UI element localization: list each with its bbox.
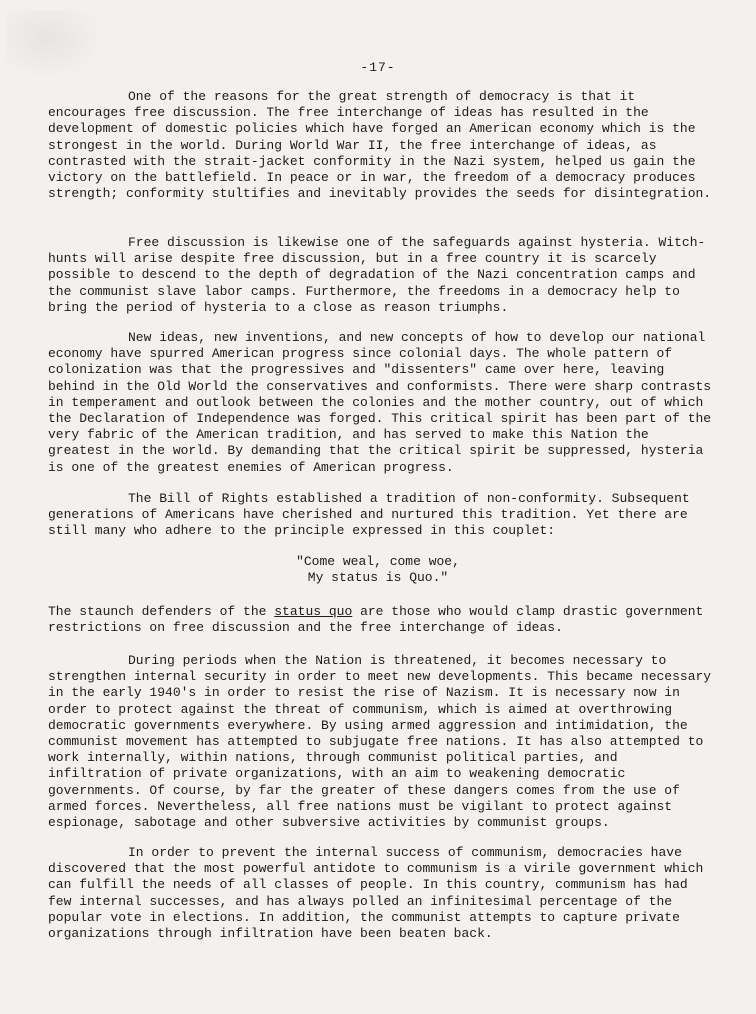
status-quo-text-before: The staunch defenders of the <box>48 604 275 619</box>
page-number: -17- <box>360 60 396 75</box>
paragraph-bill-of-rights: The Bill of Rights established a tradition of non-conformity. Subsequent generations of Americans have cherished and nurtured this tradition. Yet there are still many who adhere to the principle expressed in this couplet: <box>48 491 690 539</box>
paragraph-antidote-communism: In order to prevent the internal success of communism, democracies have discovered that the most powerful antidote to communism is a virile government which can fulfill the needs of all classes of people. In this country, communism has had few internal successes, and has always polled an infinitesimal percentage of the popular vote in elections. In addition, the communist attempts to capture private organizations through infiltration have been beaten back. <box>48 845 704 942</box>
couplet-line-1: "Come weal, come woe, <box>296 554 460 569</box>
couplet-quote <box>0 554 756 586</box>
paragraph-free-discussion-strength: One of the reasons for the great strength of democracy is that it encourages free discussion. The free interchange of ideas has resulted in the development of domestic policies which have forged an American economy which is the strongest in the world. During World War II, the free interchange of ideas, as contrasted with the strait-jacket conformity in the Nazi system, helped us gain the victory on the battlefield. In peace or in war, the freedom of a democracy produces strength; conformity stultifies and inevitably provides the seeds for disintegration. <box>48 89 712 202</box>
paragraph-hysteria-safeguards: Free discussion is likewise one of the safeguards against hysteria. Witch-hunts will arise despite free discussion, but in a free country it is scarcely possible to descend to the depth of degradation of the Nazi concentration camps and the communist slave labor camps. Furthermore, the freedoms in a democracy help to bring the period of hysteria to a close as reason triumphs. <box>48 235 706 315</box>
paragraph-new-ideas-progress: New ideas, new inventions, and new concepts of how to develop our national economy have spurred American progress since colonial days. The whole pattern of colonization was that the progressives and "dissenters" came over here, leaving behind in the Old World the conservatives and conformists. There were sharp contrasts in temperament and outlook between the colonies and the mother country, out of which the Declaration of Independence was forged. This critical spirit has been part of the very fabric of the American tradition, and has served to make this Nation the greatest in the world. By demanding that the critical spirit be suppressed, hysteria is one of the greatest enemies of American progress. <box>48 330 712 475</box>
paragraph-status-quo <box>48 604 716 636</box>
status-quo-emphasis: status quo <box>274 604 353 619</box>
paragraph-internal-security: During periods when the Nation is threatened, it becomes necessary to strengthen internal security in order to meet new developments. This became necessary in the early 1940's in order to resist the rise of Nazism. It is necessary now in order to protect against the threat of communism, which is aimed at overthrowing democratic governments everywhere. By using armed aggression and intimidation, the communist movement has attempted to subjugate free nations. It has also attempted to work internally, within nations, through communist political parties, and infiltration of private organizations, with an aim to weakening democratic governments. Of course, by far the greater of these dangers comes from the use of armed forces. Nevertheless, all free nations must be vigilant to protect against espionage, sabotage and other subversive activities by communist groups. <box>48 653 712 831</box>
couplet-line-2: My status is Quo." <box>307 570 449 586</box>
status-quo-text-after: are those who would clamp drastic government restrictions on free discussion and the free interchange of ideas. <box>48 604 704 636</box>
